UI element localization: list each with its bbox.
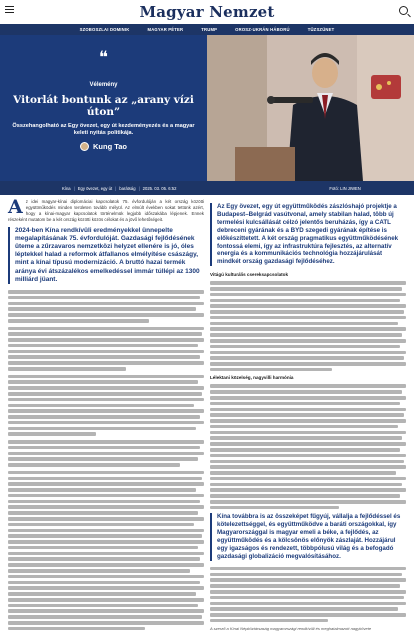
hero-text	[0, 35, 207, 181]
meta-country[interactable]: Kína	[62, 185, 71, 191]
body-text-block	[210, 567, 406, 623]
section-heading-1: Vitágú kulturális csereksapcsolatok	[210, 272, 289, 278]
ambassador-photo	[207, 35, 414, 181]
intro-text: z idei magyar-kínai diplomáciai kapcsolatok 75. évfordulóján a két ország közötti együttműködés minden területen tovább mélyül. Az elmúlt években sokat tettünk azért, hogy a kínai-magyar kapcsolatok történelmük legjobb időszakába lépjenek. Ennek részeként mutatom be a két ország közötti közös célokat és a jövő lehetőségeit.	[8, 199, 204, 222]
main-nav	[0, 24, 414, 35]
meta-tag-2[interactable]: barátság	[119, 185, 136, 191]
search-icon[interactable]	[399, 6, 408, 15]
article-meta: Kína | Egy övezet, egy út | barátság | 2025. 03. 05. 6:52 Fotó: LIN JIWEN	[0, 181, 414, 195]
nav-item-magyar-peter[interactable]: MAGYAR PÉTER	[147, 27, 184, 32]
quote-icon: ❝	[98, 48, 109, 68]
body-text-block	[8, 327, 204, 371]
body-text-block	[210, 281, 406, 371]
body-text-block	[8, 375, 204, 436]
nav-item-tuzszunet[interactable]: TŰZSZÜNET	[307, 27, 335, 32]
site-logo[interactable]: Magyar Nemzet	[139, 3, 275, 21]
article-lead: Összehangolható az Egy övezet, egy út kezdeményezés és a magyar keleti nyitás politikája.	[12, 123, 195, 136]
author-name[interactable]: Kung Tao	[92, 142, 128, 151]
body-text-block	[8, 440, 204, 467]
pull-quote-right-bottom: Kína továbbra is az összeképet fűgyúj, vállalja a fejlődéssel és kötelezettséggel, és együttműködve a baráti országokkal, így Magyarországgal is magyar emeli a béke, a fejlődés, az együttműködés és a kölcsönös előnyök zászlaját. Hozzájárul egy igazságos és rendezett, többpólusú világ és a befogadó gazdasági globalizáció megvalósításához.	[210, 513, 406, 560]
body-text-block	[8, 290, 204, 323]
author[interactable]	[10, 142, 197, 151]
article-body	[0, 195, 414, 636]
author-caption: A szerző a Kínai Népköztársaság magyarországi rendkívüli és meghatalmazott nagykövete	[210, 626, 372, 632]
section-label[interactable]: Vélemény	[89, 82, 118, 88]
intro-paragraph	[8, 196, 204, 223]
right-column	[210, 195, 406, 636]
pull-quote-left: 2024-ben Kína rendkívüli eredményekkel ünnepelte megalapításának 75. évfordulóját. Gazdasági fejlődésének üteme a zűrzavaros nemzetközi helyzet ellenére is jó, óles léptekkel halad a reformok átfallanos elmélyítése császágy, mint a kínai típusú modernizáció. A bruttó hazai termék aránya évi átszázalékos emelkedéssel immár túllépi az 1300 milliárd jüant.	[8, 227, 204, 284]
article-title: Vitorlát bontunk az „arany vízi úton”	[13, 94, 194, 118]
left-column	[8, 195, 204, 636]
nav-item-orosz-ukran[interactable]: OROSZ-UKRÁN HÁBORÚ	[235, 27, 290, 32]
meta-date: 2025. 03. 05. 6:52	[142, 185, 177, 191]
hero-photo	[207, 35, 414, 181]
nav-item-szoboszlai[interactable]: SZOBOSZLAI DOMINIK	[79, 27, 130, 32]
meta-tag-1[interactable]: Egy övezet, egy út	[77, 185, 113, 191]
body-text-block	[210, 384, 406, 509]
nav-item-trump[interactable]: TRUMP	[201, 27, 218, 32]
body-text-block	[8, 471, 204, 631]
section-heading-2: Lélektani közelség, nagyvilli harmónia	[210, 375, 294, 381]
masthead	[0, 0, 414, 24]
article-hero	[0, 35, 414, 181]
author-avatar	[80, 142, 89, 151]
dropcap: A	[8, 196, 23, 218]
photo-credit: Fotó: LIN JIWEN	[329, 185, 361, 191]
menu-icon[interactable]	[5, 6, 14, 15]
pull-quote-right-top: Az Egy övezet, egy út együttműködés zászlóshajó projektje a Budapest–Belgrád vasútvonal, amely stabilan halad, több új termelési kulcsállását célzó jelentős beruházás, így a CATL debreceni gyárának és a BYD szegedi gyárának építése is előkészíttetett. A két ország pragmatikus együttműködésének fontossá elemi, így az infrastruktúra fejlesztés, az alternatív energia és a kommunikációs technológia hozzájárulását mindkét ország gazdasági fejlődéséhez.	[210, 203, 406, 266]
